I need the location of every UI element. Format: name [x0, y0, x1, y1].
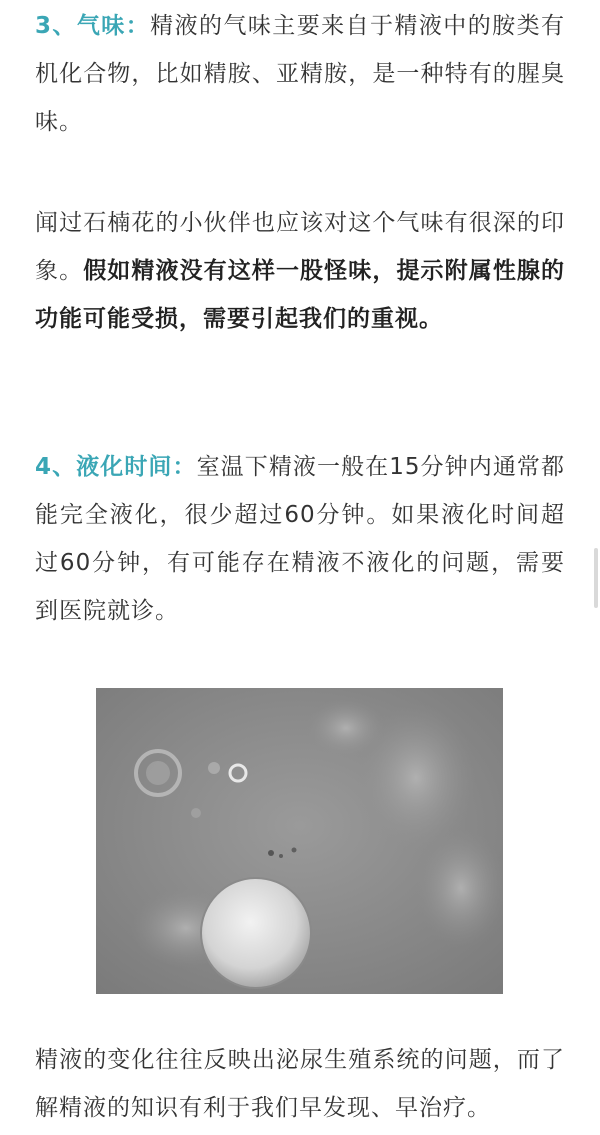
microscope-image-graphic [96, 688, 503, 994]
paragraph-liquefaction [35, 443, 565, 635]
note-plain-text: 闻过石楠花的小伙伴也应该对这个气味有很深的印象。 [35, 210, 565, 284]
conclusion-body-text: 精液的变化往往反映出泌尿生殖系统的问题，而了解精液的知识有利于我们早发现、早治疗。 [35, 1047, 565, 1121]
paragraph-note [35, 199, 565, 343]
smell-body-text: 精液的气味主要来自于精液中的胺类有机化合物，比如精胺、亚精胺，是一种特有的腥臭味。 [35, 13, 566, 135]
note-bold-text: 假如精液没有这样一股怪味，提示附属性腺的功能可能受损，需要引起我们的重视。 [35, 258, 566, 332]
paragraph-conclusion [35, 1036, 565, 1132]
section-heading-liquefaction: 4、液化时间： [35, 454, 197, 480]
scrollbar-thumb[interactable] [594, 548, 598, 608]
microscope-image [96, 688, 503, 994]
section-heading-smell: 3、气味： [35, 13, 151, 39]
liquefaction-body-text: 室温下精液一般在15分钟内通常都能完全液化，很少超过60分钟。如果液化时间超过60分钟，有可能存在精液不液化的问题，需要到医院就诊。 [35, 454, 565, 624]
paragraph-smell [35, 2, 565, 146]
